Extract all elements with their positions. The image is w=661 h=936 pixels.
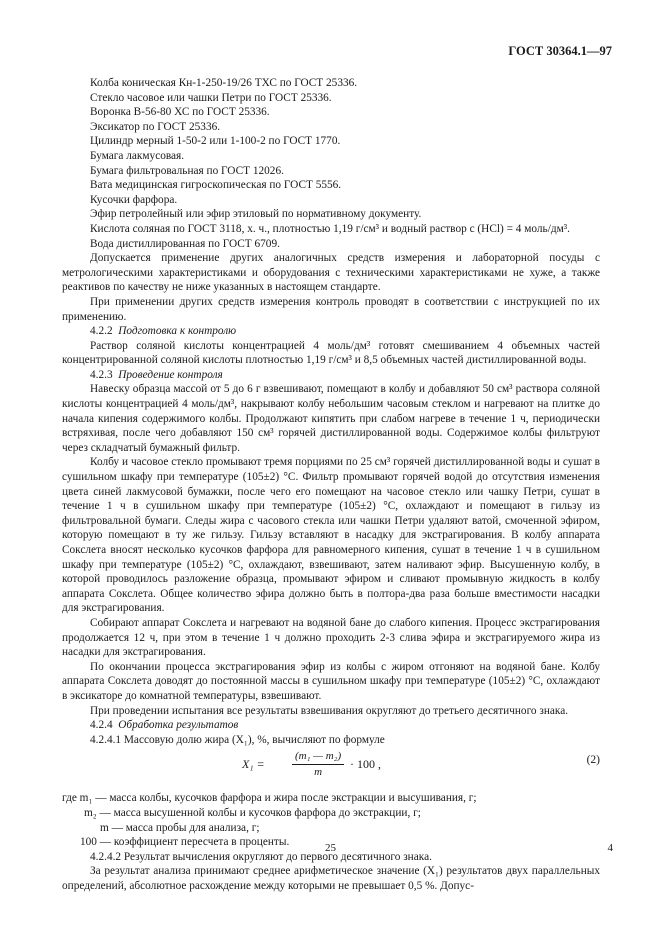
list-item: Колба коническая Кн-1-250-19/26 ТХС по ГОСТ 25336. (90, 77, 358, 89)
formula-denominator: m (314, 765, 323, 778)
solution-paragraph: Раствор соляной кислоты концентрацией 4 моль/дм³ готовят смешиванием 4 объемных частей концентрированной соляной кислоты плотностью 1,19 г/см³ и 8,5 объемных частей дистиллированной воды. (62, 339, 600, 367)
list-item: Бумага фильтровальная по ГОСТ 12026. (90, 164, 284, 177)
list-item: Вата медицинская гигроскопическая по ГОСТ 5556. (90, 179, 342, 192)
list-item: Бумага лакмусовая. (90, 149, 185, 162)
clause-4-2-4-1: 4.2.4.1 Массовую долю жира (X₁), %, вычисляют по формуле (90, 733, 385, 746)
page-body (62, 76, 600, 893)
sample-paragraph: Навеску образца массой от 5 до 6 г взвешивают, помещают в колбу и добавляют 50 см³ раствора соляной кислоты концентрацией 4 моль/дм³, накрывают колбу небольшим часовым стеклом и нагревают на плитке до начала кипения содержимого колбы. Продолжают кипятить при слабом нагреве в течение 1 ч, периодически встряхивая, после чего добавляют 150 см³ горячей дистиллированной воды. Содержимое колбы фильтруют через складчатый бумажный фильтр. (62, 383, 600, 454)
section-number: 4.2.4 (90, 719, 113, 732)
extraction-end-paragraph: По окончании процесса экстрагирования эфир из колбы с жиром отгоняют на водяной бане. Колбу аппарата Сокслета доводят до постоянной массы в сушильном шкафу при температуре (105±2) °С, охлаждают в эксикаторе до комнатной температуры, взвешивают. (62, 660, 600, 702)
section-heading-4-2-2 (62, 324, 600, 339)
section-heading-4-2-3 (62, 368, 600, 383)
allowed-paragraph: Допускается применение других аналогичных средств измерения и лабораторной посуды с метрологическими характеристиками и оборудования с техническими характеристиками не хуже, а также реактивов по качеству не ниже указанных в настоящем стандарте. (62, 252, 600, 294)
wash-paragraph: Колбу и часовое стекло промывают тремя порциями по 25 см³ горячей дистиллированной воды и сушат в сушильном шкафу при температуре (105±2) °С. Фильтр промывают горячей водой до отсутствия изменения цвета синей лакмусовой бумажки, после чего его помещают на часовое стекло или чашку Петри, сушат в течение 1 ч в сушильном шкафу при температуре (105±2) °С, охлаждают и помещают в гильзу из фильтровальной бумаги. Следы жира с часового стекла или чашки Петри удаляют ватой, смоченной эфиром, которую помещают в ту же гильзу. Гильзу вставляют в насадку для экстрагирования. В колбу аппарата Сокслета вносят несколько кусочков фарфора для равномерного кипения, сушат в течение 1 ч в сушильном шкафу при температуре (105±2) °С, охлаждают, взвешивают, затем наливают эфир. Высушенную колбу, в которой проводилось разложение образца, промывают эфиром и сливают промывную жидкость в колбу аппарата Сокслета. Общее количество эфира должно быть в полтора-два раза больше вместимости насадки для экстрагирования. (62, 456, 600, 615)
section-title: Обработка результатов (118, 719, 239, 732)
section-title: Подготовка к контролю (118, 325, 237, 338)
formula-rhs: · 100 , (350, 757, 381, 772)
result-paragraph: За результат анализа принимают среднее арифметическое значение (X₁) результатов двух параллельных определений, абсолютное расхождение между которыми не превышает 0,5 %. Допус- (62, 865, 600, 892)
formula-lhs: X₁ = (242, 757, 265, 772)
list-item: Эксикатор по ГОСТ 25336. (90, 120, 221, 133)
list-item: Эфир петролейный или эфир этиловый по нормативному документу. (90, 208, 422, 221)
formula-number: (2) (586, 754, 600, 767)
section-number: 4.2.2 (90, 325, 113, 338)
clause-4-2-4-2: 4.2.4.2 Результат вычисления округляют до первого десятичного знака. (90, 850, 432, 863)
list-item: Кусочки фарфора. (90, 193, 178, 206)
page-number: 25 (325, 842, 336, 854)
where-item: m₂ — масса высушенной колбы и кусочков фарфора до экстракции, г; (84, 806, 421, 819)
section-heading-4-2-4 (62, 718, 600, 733)
corner-number: 4 (607, 842, 613, 854)
hcl-paragraph: Кислота соляная по ГОСТ 3118, х. ч., плотностью 1,19 г/см³ и водный раствор c (HCl) = 4 моль/дм³. (90, 222, 570, 235)
document-header: ГОСТ 30364.1—97 (508, 44, 612, 58)
formula-numerator: (m₁ — m₂) (292, 749, 344, 765)
soxhlet-paragraph: Собирают аппарат Сокслета и нагревают на водяной бане до слабого кипения. Процесс экстрагирования продолжается 12 ч, при этом в течение 1 ч должно проходить 2-3 слива эфира и экстрагируемого жира из насадки для экстрагирования. (62, 616, 600, 659)
where-item: 100 — коэффициент пересчета в проценты. (80, 836, 290, 849)
water-paragraph: Вода дистиллированная по ГОСТ 6709. (90, 237, 280, 250)
list-item: Стекло часовое или чашки Петри по ГОСТ 25336. (90, 91, 332, 104)
formula-fraction (292, 749, 344, 779)
where-item: m — масса пробы для анализа, г; (100, 821, 260, 834)
section-title: Проведение контроля (118, 368, 223, 381)
formula-2 (62, 749, 600, 785)
list-item: Цилиндр мерный 1-50-2 или 1-100-2 по ГОСТ 1770. (90, 135, 341, 148)
other-instruments-paragraph: При применении других средств измерения контроль проводят в соответствии с инструкцией по их применению. (62, 295, 600, 323)
where-item: где m₁ — масса колбы, кусочков фарфора и жира после экстракции и высушивания, г; (62, 792, 477, 805)
rounding-paragraph: При проведении испытания все результаты взвешивания округляют до третьего десятичного знака. (90, 704, 569, 717)
list-item: Воронка В-56-80 ХС по ГОСТ 25336. (90, 106, 270, 119)
section-number: 4.2.3 (90, 368, 113, 381)
